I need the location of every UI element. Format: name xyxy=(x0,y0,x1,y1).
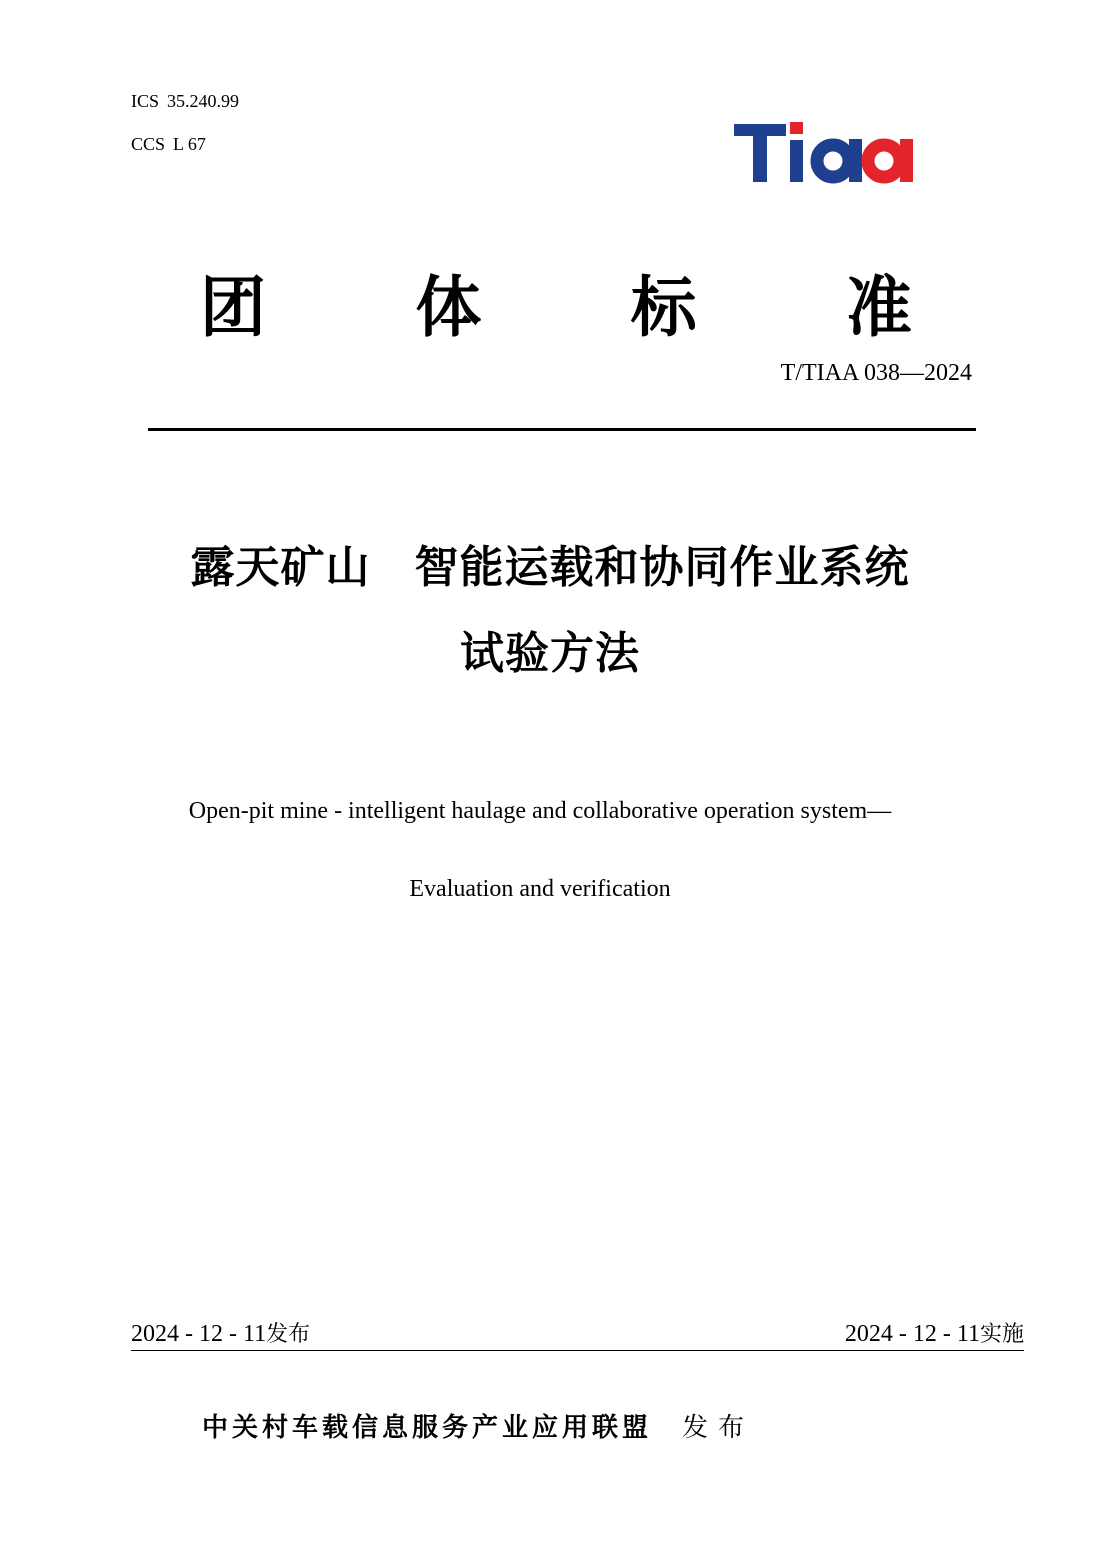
publisher-name: 中关村车载信息服务产业应用联盟 xyxy=(202,1413,653,1443)
ccs-code xyxy=(131,133,214,155)
implementation-date xyxy=(845,1318,1024,1351)
heading-char-4: 准 xyxy=(845,269,912,346)
ccs-label: CCS xyxy=(131,134,166,154)
standard-type-heading xyxy=(200,266,912,350)
chinese-title-line-1 xyxy=(100,538,1000,598)
standard-number: T/TIAA 038—2024 xyxy=(780,360,972,386)
heading-char-2: 体 xyxy=(415,269,482,346)
ics-value: 35.240.99 xyxy=(167,91,240,111)
heading-char-1: 团 xyxy=(200,269,266,346)
tiaa-logo xyxy=(732,118,928,188)
ics-label: ICS xyxy=(131,91,160,111)
chinese-title-part-2: 智能运载和协同作业系统 xyxy=(414,542,910,593)
publisher-line xyxy=(202,1410,754,1446)
english-title-line-2: Evaluation and verification xyxy=(409,876,671,902)
ccs-value: L 67 xyxy=(173,134,206,154)
implementation-date-label: 实施 xyxy=(979,1322,1024,1347)
header-divider xyxy=(148,428,976,431)
issue-date-value: 2024 - 12 - 11 xyxy=(131,1321,267,1347)
issue-date-label: 发布 xyxy=(266,1322,311,1347)
publisher-action: 发布 xyxy=(682,1413,755,1443)
chinese-title-line-2: 试验方法 xyxy=(460,628,640,679)
chinese-title-part-1: 露天矿山 xyxy=(190,542,371,593)
heading-char-3: 标 xyxy=(630,269,697,346)
footer-divider xyxy=(131,1350,1024,1351)
implementation-date-value: 2024 - 12 - 11 xyxy=(844,1321,980,1347)
issue-date xyxy=(131,1318,310,1351)
ics-code xyxy=(131,90,247,112)
english-title-line-1: Open-pit mine - intelligent haulage and collaborative operation system— xyxy=(188,798,892,824)
